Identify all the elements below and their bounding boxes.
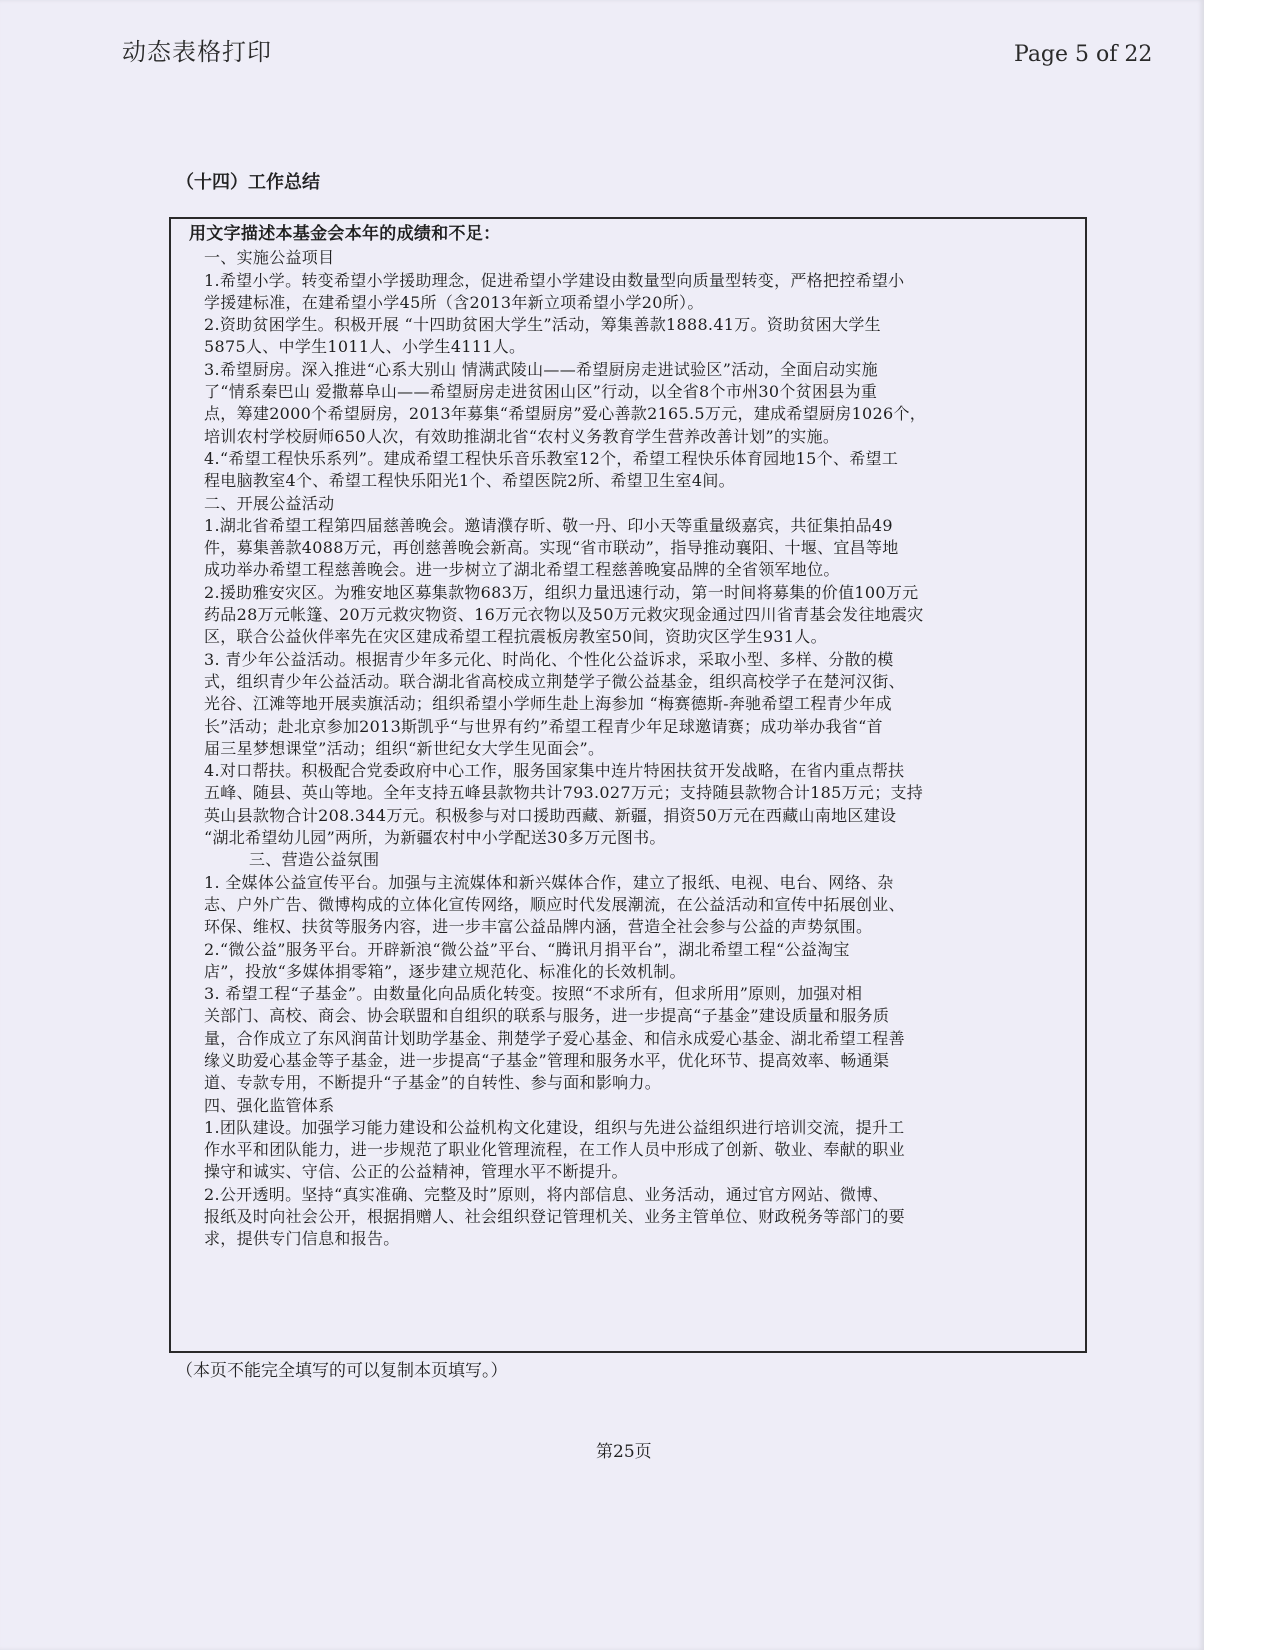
summary-prompt: 用文字描述本基金会本年的成绩和不足： — [189, 224, 501, 244]
summary-line: 2.援助雅安灾区。为雅安地区募集款物683万，组织力量迅速行动，第一时间将募集的价值100万元 — [204, 582, 919, 602]
summary-line: 3.希望厨房。深入推进“心系大别山 情满武陵山——希望厨房走进试验区”活动，全面启动实施 — [204, 359, 878, 379]
summary-line: 作水平和团队能力，进一步规范了职业化管理流程，在工作人员中形成了创新、敬业、奉献的职业 — [204, 1140, 905, 1160]
summary-line: 四、强化监管体系 — [204, 1095, 335, 1115]
summary-line: 培训农村学校厨师650人次，有效助推湖北省“农村义务教育学生营养改善计划”的实施。 — [204, 426, 840, 446]
summary-line: 操守和诚实、守信、公正的公益精神，管理水平不断提升。 — [204, 1162, 628, 1182]
summary-line: 3. 希望工程“子基金”。由数量化向品质化转变。按照“不求所有，但求所用”原则，加强对相 — [204, 984, 863, 1004]
summary-line: 区，联合公益伙伴率先在灾区建成希望工程抗震板房教室50间，资助灾区学生931人。 — [204, 627, 827, 647]
summary-line: 成功举办希望工程慈善晚会。进一步树立了湖北希望工程慈善晚宴品牌的全省领军地位。 — [204, 560, 840, 580]
summary-line: 3. 青少年公益活动。根据青少年多元化、时尚化、个性化公益诉求，采取小型、多样、分散的模 — [204, 649, 894, 669]
summary-line: 求，提供专门信息和报告。 — [204, 1229, 400, 1249]
summary-line: 英山县款物合计208.344万元。积极参与对口援助西藏、新疆，捐资50万元在西藏山南地区建设 — [204, 805, 897, 825]
summary-line: 环保、维权、扶贫等服务内容，进一步丰富公益品牌内涵，营造全社会参与公益的声势氛围。 — [204, 917, 873, 937]
summary-line: 一、实施公益项目 — [204, 248, 335, 268]
summary-line: 光谷、江滩等地开展卖旗活动；组织希望小学师生赴上海参加 “梅赛德斯-奔驰希望工程青少年成 — [204, 694, 892, 714]
summary-line: “湖北希望幼儿园”两所，为新疆农村中小学配送30多万元图书。 — [204, 828, 666, 848]
summary-line: 学援建标准，在建希望小学45所（含2013年新立项希望小学20所）。 — [204, 292, 704, 312]
summary-line: 2.公开透明。坚持“真实准确、完整及时”原则，将内部信息、业务活动，通过官方网站、微博、 — [204, 1184, 889, 1204]
summary-line: 关部门、高校、商会、协会联盟和自组织的联系与服务，进一步提高“子基金”建设质量和服务质 — [204, 1006, 890, 1026]
summary-content — [189, 219, 1071, 1251]
summary-line: 4.对口帮扶。积极配合党委政府中心工作，服务国家集中连片特困扶贫开发战略，在省内重点帮扶 — [204, 761, 905, 781]
summary-line: 1.湖北省希望工程第四届慈善晚会。邀请濮存昕、敬一丹、印小天等重量级嘉宾，共征集拍品49 — [204, 515, 893, 535]
summary-line: 式，组织青少年公益活动。联合湖北省高校成立荆楚学子微公益基金，组织高校学子在楚河汉街、 — [204, 671, 905, 691]
summary-box — [169, 217, 1087, 1353]
summary-line: 报纸及时向社会公开，根据捐赠人、社会组织登记管理机关、业务主管单位、财政税务等部门的要 — [204, 1207, 905, 1227]
summary-line: 缘义助爱心基金等子基金，进一步提高“子基金”管理和服务水平，优化环节、提高效率、畅通渠 — [204, 1050, 890, 1070]
summary-lines — [189, 247, 1071, 1250]
summary-line: 1.希望小学。转变希望小学援助理念，促进希望小学建设由数量型向质量型转变，严格把控希望小 — [204, 270, 905, 290]
summary-line: 件，募集善款4088万元，再创慈善晚会新高。实现“省市联动”，指导推动襄阳、十堰、宜昌等地 — [204, 538, 899, 558]
summary-line: 道、专款专用，不断提升“子基金”的自转性、参与面和影响力。 — [204, 1073, 662, 1093]
section-title: （十四）工作总结 — [176, 172, 320, 193]
page-indicator: Page 5 of 22 — [1014, 42, 1153, 67]
page-number: 第25页 — [596, 1442, 652, 1462]
summary-line: 点，筹建2000个希望厨房，2013年募集“希望厨房”爱心善款2165.5万元，建成希望厨房1026个， — [204, 404, 927, 424]
summary-line: 5875人、中学生1011人、小学生4111人。 — [204, 337, 526, 357]
summary-line: 三、营造公益氛围 — [249, 850, 380, 870]
summary-line: 长”活动；赴北京参加2013斯凯乎“与世界有约”希望工程青少年足球邀请赛；成功举办我省“首 — [204, 716, 883, 736]
summary-line: 量，合作成立了东风润苗计划助学基金、荆楚学子爱心基金、和信永成爱心基金、湖北希望工程善 — [204, 1028, 905, 1048]
summary-line: 1. 全媒体公益宣传平台。加强与主流媒体和新兴媒体合作，建立了报纸、电视、电台、网络、杂 — [204, 872, 894, 892]
summary-line: 五峰、随县、英山等地。全年支持五峰县款物共计793.027万元；支持随县款物合计185万元；支持 — [204, 783, 924, 803]
summary-line: 2.资助贫困学生。积极开展 “十四助贫困大学生”活动，筹集善款1888.41万。资助贫困大学生 — [204, 315, 881, 335]
summary-line: 药品28万元帐篷、20万元救灾物资、16万元衣物以及50万元救灾现金通过四川省青基会发往地震灾 — [204, 605, 924, 625]
summary-line: 1.团队建设。加强学习能力建设和公益机构文化建设，组织与先进公益组织进行培训交流，提升工 — [204, 1117, 905, 1137]
summary-line: 店”，投放“多媒体捐零箱”，逐步建立规范化、标准化的长效机制。 — [204, 961, 686, 981]
summary-line: 2.“微公益”服务平台。开辟新浪“微公益”平台、“腾讯月捐平台”，湖北希望工程“公益淘宝 — [204, 939, 850, 959]
summary-line: 届三星梦想课堂”活动；组织“新世纪女大学生见面会”。 — [204, 738, 605, 758]
footnote: （本页不能完全填写的可以复制本页填写。） — [176, 1361, 508, 1381]
summary-line: 4.“希望工程快乐系列”。建成希望工程快乐音乐教室12个，希望工程快乐体育园地15个、希望工 — [204, 448, 899, 468]
print-header-title: 动态表格打印 — [122, 38, 272, 66]
summary-line: 了“情系秦巴山 爱撒幕阜山——希望厨房走进贫困山区”行动，以全省8个市州30个贫困县为重 — [204, 382, 878, 402]
summary-line: 程电脑教室4个、希望工程快乐阳光1个、希望医院2所、希望卫生室4间。 — [204, 471, 735, 491]
summary-line: 志、户外广告、微博构成的立体化宣传网络，顺应时代发展潮流，在公益活动和宣传中拓展创业、 — [204, 894, 905, 914]
summary-line: 二、开展公益活动 — [204, 493, 335, 513]
